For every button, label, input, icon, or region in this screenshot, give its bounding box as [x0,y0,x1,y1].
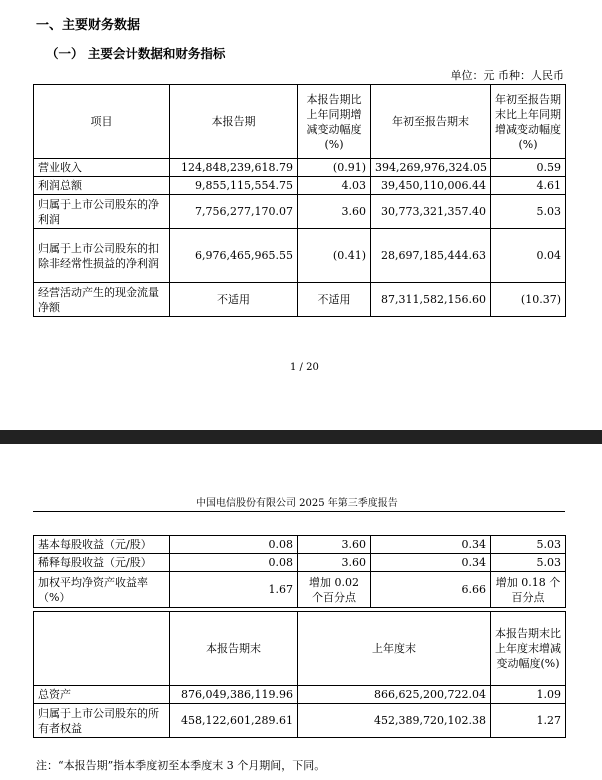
row-yoy: 4.03 [298,177,371,195]
row-yoy: 增加 0.02 个百分点 [298,572,371,608]
row-current: 9,855,115,554.75 [170,177,298,195]
row-ytd: 0.34 [371,536,491,554]
row-yoy: 3.60 [298,554,371,572]
row-current: 1.67 [170,572,298,608]
header-yoy: 本报告期比上年同期增减变动幅度(%) [298,85,371,159]
row-yoy: 3.60 [298,195,371,229]
document-page-2 [0,444,602,780]
row-item: 基本每股收益（元/股） [34,536,170,554]
row-ytd-yoy: (10.37) [491,283,566,317]
table-row [34,686,566,704]
unit-line: 单位：元 币种：人民币 [450,69,564,82]
table-row [34,177,566,195]
row-yoy: 3.60 [298,536,371,554]
row-ytd-yoy: 5.03 [491,536,566,554]
row-period-end: 876,049,386,119.96 [170,686,298,704]
financial-table-2 [33,535,566,608]
row-prev-year-end: 452,389,720,102.38 [298,704,491,738]
row-yoy: (0.41) [298,229,371,283]
header-change: 本报告期末比上年度末增减变动幅度(%) [491,612,566,686]
row-ytd-yoy: 4.61 [491,177,566,195]
row-ytd-yoy: 5.03 [491,554,566,572]
table-row [34,159,566,177]
header-period-end: 本报告期末 [170,612,298,686]
row-current: 7,756,277,170.07 [170,195,298,229]
row-current: 6,976,465,965.55 [170,229,298,283]
row-ytd: 0.34 [371,554,491,572]
row-current: 124,848,239,618.79 [170,159,298,177]
financial-table-3 [33,611,566,738]
running-header: 中国电信股份有限公司 2025 年第三季度报告 [196,498,398,509]
row-ytd: 39,450,110,006.44 [371,177,491,195]
row-ytd-yoy: 0.59 [491,159,566,177]
row-ytd: 28,697,185,444.63 [371,229,491,283]
row-item: 归属于上市公司股东的净利润 [34,195,170,229]
row-ytd-yoy: 5.03 [491,195,566,229]
row-ytd-yoy: 增加 0.18 个百分点 [491,572,566,608]
row-ytd: 394,269,976,324.05 [371,159,491,177]
row-current: 不适用 [170,283,298,317]
table-row [34,283,566,317]
header-ytd-yoy: 年初至报告期末比上年同期增减变动幅度(%) [491,85,566,159]
row-yoy: (0.91) [298,159,371,177]
page-number: 1 / 20 [290,362,319,373]
row-item: 加权平均净资产收益率（%） [34,572,170,608]
row-ytd: 30,773,321,357.40 [371,195,491,229]
row-item: 归属于上市公司股东的扣除非经常性损益的净利润 [34,229,170,283]
page-separator [0,430,602,444]
row-item: 稀释每股收益（元/股） [34,554,170,572]
row-ytd-yoy: 0.04 [491,229,566,283]
row-yoy: 不适用 [298,283,371,317]
table-header-row [34,85,566,159]
table-row [34,554,566,572]
row-prev-year-end: 866,625,200,722.04 [298,686,491,704]
header-item: 项目 [34,85,170,159]
table-row [34,536,566,554]
table-row [34,572,566,608]
header-ytd: 年初至报告期末 [371,85,491,159]
header-item [34,612,170,686]
row-item: 总资产 [34,686,170,704]
row-ytd: 6.66 [371,572,491,608]
row-current: 0.08 [170,554,298,572]
header-current: 本报告期 [170,85,298,159]
header-rule [33,511,565,512]
row-item: 归属于上市公司股东的所有者权益 [34,704,170,738]
subsection-title: （一） 主要会计数据和财务指标 [46,46,226,61]
financial-table-1 [33,84,566,317]
table-row [34,195,566,229]
row-item: 营业收入 [34,159,170,177]
row-change: 1.27 [491,704,566,738]
header-prev-year-end: 上年度末 [298,612,491,686]
footnote: 注：“本报告期”指本季度初至本季度末 3 个月期间，下同。 [36,759,326,772]
row-item: 利润总额 [34,177,170,195]
row-item: 经营活动产生的现金流量净额 [34,283,170,317]
table-row [34,229,566,283]
row-period-end: 458,122,601,289.61 [170,704,298,738]
section-title: 一、主要财务数据 [36,18,141,33]
row-ytd: 87,311,582,156.60 [371,283,491,317]
row-change: 1.09 [491,686,566,704]
row-current: 0.08 [170,536,298,554]
table-row [34,704,566,738]
table-header-row [34,612,566,686]
